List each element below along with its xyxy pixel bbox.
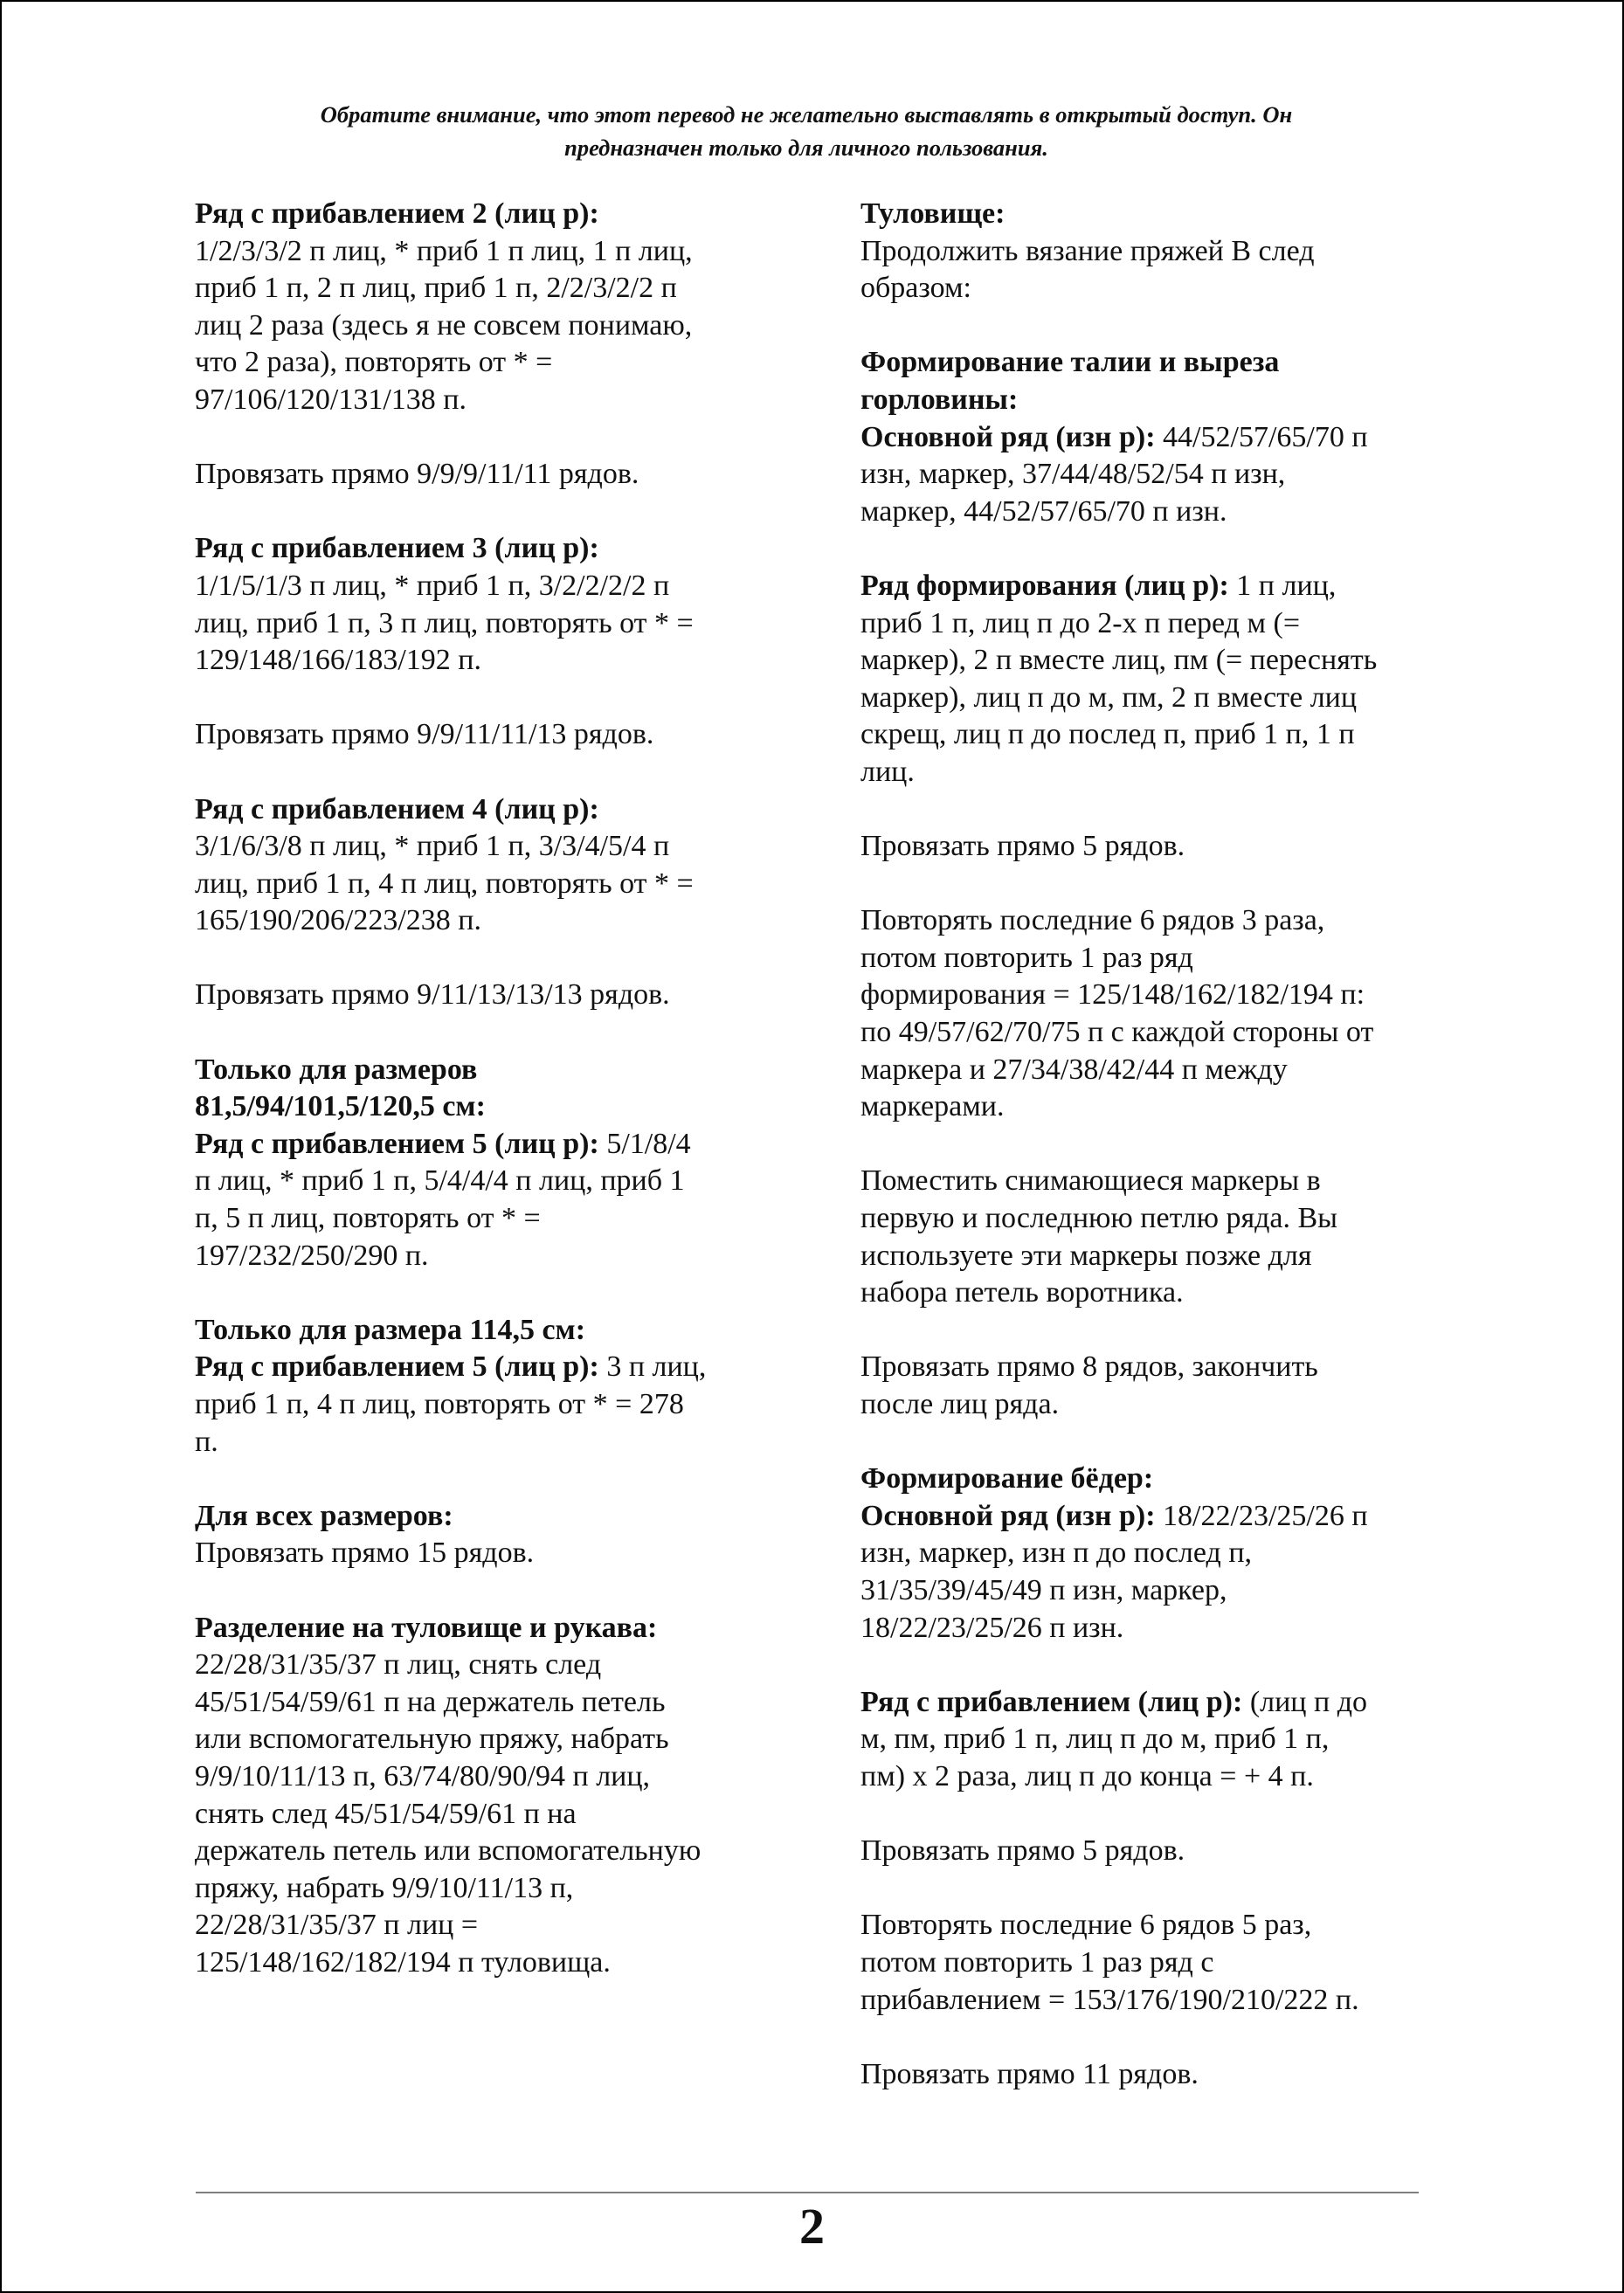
text-block xyxy=(195,716,789,754)
text-line: маркер), 2 п вместе лиц, пм (= переснять xyxy=(860,644,1378,677)
text-line: 125/148/162/182/194 п туловища. xyxy=(195,1945,611,1979)
text-line: первую и последнюю петлю ряда. Вы xyxy=(860,1202,1338,1235)
text-line: 22/28/31/35/37 п лиц, снять след xyxy=(195,1648,602,1682)
text-block xyxy=(195,1498,789,1572)
text-block xyxy=(195,530,789,679)
text-line: изн, маркер, изн п до послед п, xyxy=(860,1537,1253,1570)
text-line: Провязать прямо 5 рядов. xyxy=(860,1834,1185,1868)
row-label: Основной ряд (изн р): xyxy=(860,420,1156,453)
text-line: приб 1 п, 2 п лиц, приб 1 п, 2/2/3/2/2 п xyxy=(195,272,677,305)
text-line: 31/35/39/45/49 п изн, маркер, xyxy=(860,1573,1227,1606)
text-line xyxy=(195,1126,789,1164)
text-line: маркера и 27/34/38/42/44 п между xyxy=(860,1053,1288,1086)
text-line: Поместить снимающиеся маркеры в xyxy=(860,1164,1321,1198)
text-line: 129/148/166/183/192 п. xyxy=(195,644,481,677)
text-block xyxy=(860,196,1455,307)
text-line: держатель петель или вспомогательную xyxy=(195,1834,701,1868)
text-line: 1/2/3/3/2 п лиц, * приб 1 п лиц, 1 п лиц, xyxy=(195,234,693,267)
text-line: по 49/57/62/70/75 п с каждой стороны от xyxy=(860,1016,1374,1049)
section-heading: Ряд с прибавлением 3 (лиц р): xyxy=(195,532,599,565)
text-line: пм) х 2 раза, лиц п до конца = + 4 п. xyxy=(860,1759,1314,1792)
section-heading: Туловище: xyxy=(860,197,1005,230)
text-line xyxy=(860,419,1455,457)
text-line: 9/9/10/11/13 п, 63/74/80/90/94 п лиц, xyxy=(195,1759,651,1792)
section-heading: Только для размера 114,5 см: xyxy=(195,1313,586,1346)
text-line: п, 5 п лиц, повторять от * = xyxy=(195,1202,541,1235)
row-label: Ряд с прибавлением (лиц р): xyxy=(860,1685,1243,1718)
page-number: 2 xyxy=(799,2198,825,2255)
text-line: Провязать прямо 11 рядов. xyxy=(860,2057,1199,2090)
text-line: Продолжить вязание пряжей В след xyxy=(860,234,1315,267)
text-line: Провязать прямо 15 рядов. xyxy=(195,1537,535,1570)
text-line: приб 1 п, 4 п лиц, повторять от * = 278 xyxy=(195,1388,684,1420)
text-block xyxy=(860,1461,1455,1647)
text-line: потом повторить 1 раз ряд xyxy=(860,941,1193,974)
text-line: 18/22/23/25/26 п изн. xyxy=(860,1611,1124,1644)
text-block xyxy=(195,791,789,940)
text-line xyxy=(195,1349,789,1386)
text-line: скрещ, лиц п до послед п, приб 1 п, 1 п xyxy=(860,718,1355,751)
text-block xyxy=(195,1312,789,1461)
text-line: набора петель воротника. xyxy=(860,1276,1184,1309)
text-line: потом повторить 1 раз ряд с xyxy=(860,1945,1214,1979)
text-line: снять след 45/51/54/59/61 п на xyxy=(195,1797,577,1830)
text-block xyxy=(860,1684,1455,1796)
text-line: Провязать прямо 9/9/11/11/13 рядов. xyxy=(195,718,654,751)
text-line: лиц, приб 1 п, 4 п лиц, повторять от * = xyxy=(195,867,694,900)
text-line: п лиц, * приб 1 п, 5/4/4/4 п лиц, приб 1 xyxy=(195,1164,685,1198)
section-heading: Формирование талии и выреза xyxy=(860,346,1280,379)
text-block xyxy=(195,977,789,1014)
row-label: Ряд формирования (лиц р): xyxy=(860,569,1229,602)
text-line: лиц. xyxy=(860,755,915,788)
notice-line: предназначен только для личного пользования. xyxy=(564,135,1048,161)
text-block xyxy=(860,2056,1455,2094)
text-block xyxy=(195,1610,789,1982)
row-instruction: 18/22/23/25/26 п xyxy=(1155,1499,1368,1532)
text-line: 45/51/54/59/61 п на держатель петель xyxy=(195,1685,666,1718)
row-instruction: 1 п лиц, xyxy=(1228,569,1337,602)
text-line xyxy=(860,1684,1455,1722)
text-block xyxy=(860,344,1455,530)
text-line: маркер), лиц п до м, пм, 2 п вместе лиц xyxy=(860,680,1358,714)
text-line xyxy=(860,568,1455,605)
text-line: формирования = 125/148/162/182/194 п: xyxy=(860,978,1365,1012)
text-line: 22/28/31/35/37 п лиц = xyxy=(195,1909,479,1942)
text-block xyxy=(195,456,789,494)
text-block xyxy=(195,196,789,419)
row-label: Основной ряд (изн р): xyxy=(860,1499,1156,1532)
row-instruction: 5/1/8/4 xyxy=(598,1127,691,1160)
text-line: маркерами. xyxy=(860,1090,1005,1123)
text-line: Провязать прямо 9/11/13/13/13 рядов. xyxy=(195,978,670,1012)
text-line: что 2 раза), повторять от * = xyxy=(195,346,553,379)
section-heading: горловины: xyxy=(860,383,1019,416)
notice xyxy=(196,98,1417,164)
text-block xyxy=(860,1907,1455,2019)
text-block xyxy=(860,568,1455,791)
text-line: м, пм, приб 1 п, лиц п до м, приб 1 п, xyxy=(860,1723,1330,1756)
section-heading: 81,5/94/101,5/120,5 см: xyxy=(195,1090,486,1123)
text-line: прибавлением = 153/176/190/210/222 п. xyxy=(860,1983,1359,2016)
text-line: Повторять последние 6 рядов 3 раза, xyxy=(860,904,1325,937)
notice-line: Обратите внимание, что этот перевод не желательно выставлять в открытый доступ. Он xyxy=(320,101,1293,128)
section-heading: Для всех размеров: xyxy=(195,1499,453,1532)
text-line: 165/190/206/223/238 п. xyxy=(195,904,481,937)
text-line: маркер, 44/52/57/65/70 п изн. xyxy=(860,494,1227,528)
text-line: 197/232/250/290 п. xyxy=(195,1239,429,1272)
text-line: Провязать прямо 9/9/9/11/11 рядов. xyxy=(195,458,639,491)
text-line: образом: xyxy=(860,272,971,305)
right-column xyxy=(860,196,1455,2131)
text-line: после лиц ряда. xyxy=(860,1388,1060,1420)
text-line: Повторять последние 6 рядов 5 раз, xyxy=(860,1909,1312,1942)
text-line: или вспомогательную пряжу, набрать xyxy=(195,1723,669,1756)
text-line: п. xyxy=(195,1425,218,1458)
text-line: изн, маркер, 37/44/48/52/54 п изн, xyxy=(860,458,1286,491)
text-block xyxy=(860,1833,1455,1870)
text-block xyxy=(860,1349,1455,1423)
row-label: Ряд с прибавлением 5 (лиц р): xyxy=(195,1127,599,1160)
text-line: пряжу, набрать 9/9/10/11/13 п, xyxy=(195,1871,574,1904)
row-instruction: 3 п лиц, xyxy=(598,1350,707,1384)
section-heading: Формирование бёдер: xyxy=(860,1462,1154,1495)
section-heading: Ряд с прибавлением 4 (лиц р): xyxy=(195,792,599,825)
row-instruction: 44/52/57/65/70 п xyxy=(1155,420,1368,453)
text-line: используете эти маркеры позже для xyxy=(860,1239,1312,1272)
text-block xyxy=(860,1163,1455,1311)
row-label: Ряд с прибавлением 5 (лиц р): xyxy=(195,1350,599,1384)
row-instruction: (лиц п до xyxy=(1242,1685,1367,1718)
text-block xyxy=(860,902,1455,1126)
text-line: Провязать прямо 8 рядов, закончить xyxy=(860,1350,1318,1384)
text-line: 1/1/5/1/3 п лиц, * приб 1 п, 3/2/2/2/2 п xyxy=(195,569,670,602)
text-block xyxy=(860,828,1455,866)
text-line: лиц 2 раза (здесь я не совсем понимаю, xyxy=(195,308,693,342)
text-block xyxy=(195,1052,789,1275)
section-heading: Ряд с прибавлением 2 (лиц р): xyxy=(195,197,599,230)
text-line: приб 1 п, лиц п до 2-х п перед м (= xyxy=(860,606,1300,639)
text-line: 97/106/120/131/138 п. xyxy=(195,383,466,416)
text-line: Провязать прямо 5 рядов. xyxy=(860,830,1185,863)
section-heading: Только для размеров xyxy=(195,1053,478,1086)
text-line: 3/1/6/3/8 п лиц, * приб 1 п, 3/3/4/5/4 п xyxy=(195,830,670,863)
text-line: лиц, приб 1 п, 3 п лиц, повторять от * = xyxy=(195,606,694,639)
section-heading: Разделение на туловище и рукава: xyxy=(195,1611,658,1644)
left-column xyxy=(195,196,789,2019)
text-line xyxy=(860,1498,1455,1536)
